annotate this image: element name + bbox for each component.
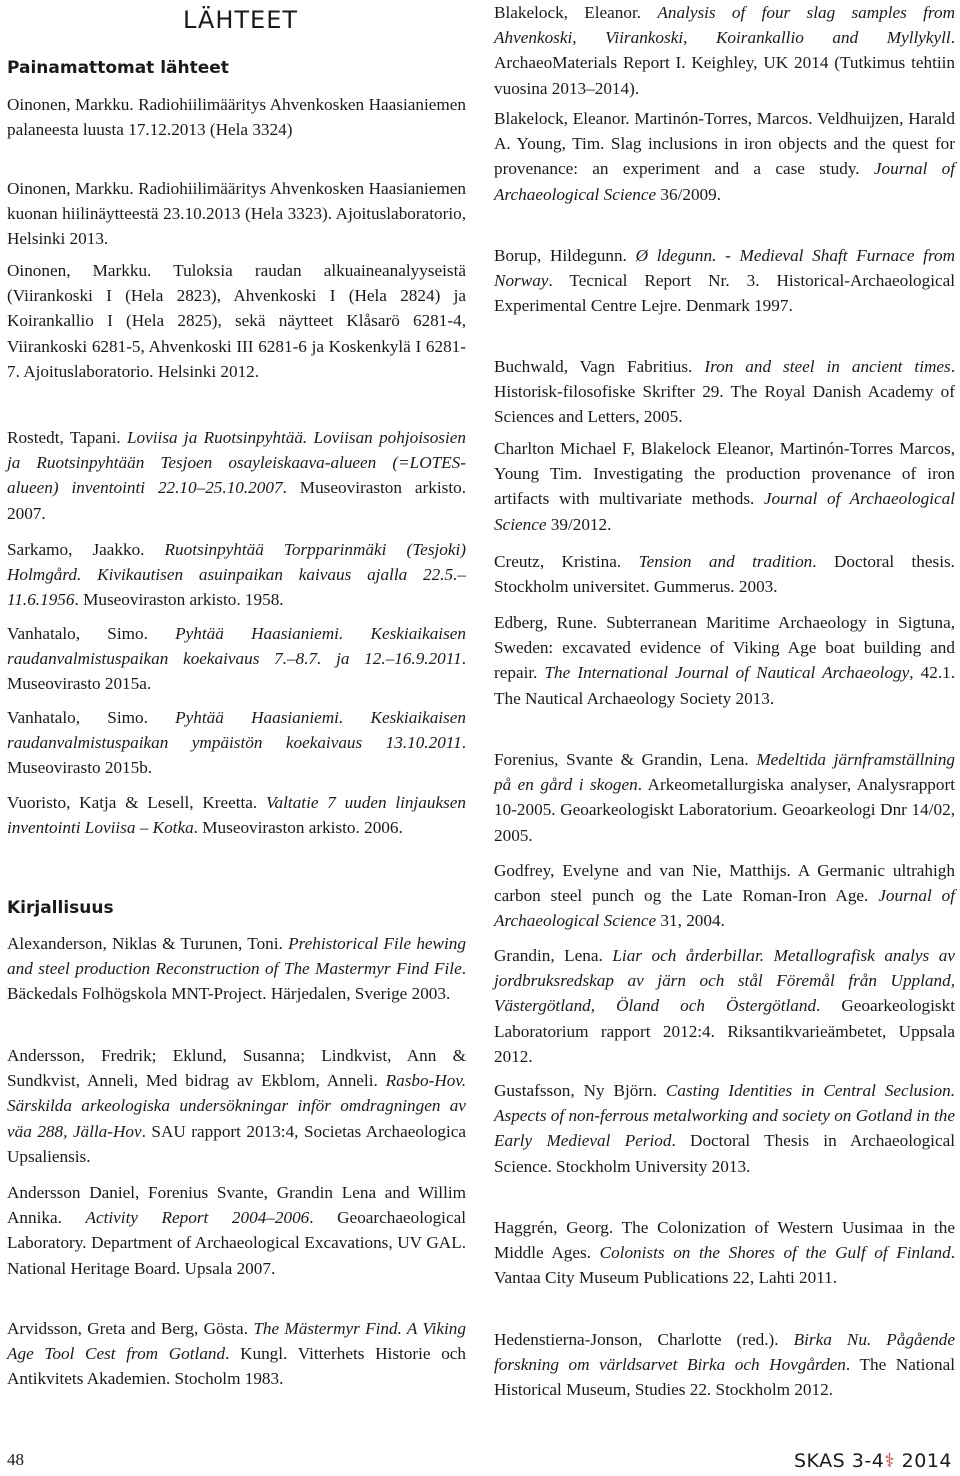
reference-title: Journal of Archaeological Science (494, 489, 955, 534)
reference-publication: . ArchaeoMaterials Report I. Keighley, UK 2014 (Tutkimus tehtiin vuosina 2013–2014). (494, 28, 955, 98)
reference-publication: . Museoviraston arkisto. 2006. (193, 818, 403, 838)
reference-author: Gustafsson, Ny Björn. (494, 1081, 666, 1100)
reference-title: Liar och årderbillar. Metallografisk analys av jordbruksredskap av järn och stål Föremål från Uppland, Västergötland, Öland och Östergötland (494, 946, 956, 1016)
reference-title: The Mästermyr Find. A Viking Age Tool Cest from Gotland (7, 1319, 466, 1364)
reference-author: Andersson Daniel, Forenius Svante, Grandin Lena and Willim Annika. (7, 1183, 466, 1228)
reference-author: Forenius, Svante & Grandin, Lena. (494, 750, 757, 769)
reference-entry (7, 258, 466, 384)
reference-entry (494, 354, 955, 430)
reference-entry (7, 790, 466, 840)
reference-entry (494, 549, 955, 599)
reference-publication: . Tecnical Report Nr. 3. Historical-Archaeological Experimental Centre Lejre. Denmark 1997. (494, 271, 955, 316)
reference-publication: . Museoviraston arkisto. 1958. (74, 590, 284, 610)
reference-author: Godfrey, Evelyne and van Nie, Matthijs. A Germanic ultrahigh carbon steel punch og the Late Roman-Iron Age. (494, 861, 955, 906)
reference-entry (494, 243, 955, 319)
reference-author: Blakelock, Eleanor. (494, 3, 658, 22)
reference-entry (7, 1043, 466, 1169)
journal-name: SKAS 3-4 (793, 1450, 885, 1472)
reference-title: Pyhtää Haasianiemi. Keskiaikaisen raudanvalmistuspaikan koekaivaus 7.–8.7. ja 12.–16.9.2011 (7, 624, 466, 669)
reference-publication: . SAU rapport 2013:4, Societas Archaeologica Upsaliensis. (7, 1121, 467, 1166)
reference-title: Ruotsinpyhtää Torpparinmäki (Tesjoki) Holmgård. Kivikautisen asuinpaikan kaivaus ajalla 22.5.–11.6.1956 (7, 540, 466, 610)
reference-entry (494, 436, 955, 537)
reference-title: Iron and steel in ancient times (704, 357, 951, 376)
reference-entry (7, 176, 466, 252)
reference-title: Tension and tradition (638, 552, 813, 571)
reference-author: Buchwald, Vagn Fabritius. (494, 357, 705, 376)
reference-title: Birka Nu. Pågående forskning om världsarvet Birka och Hovgården (494, 1330, 956, 1375)
page-title: LÄHTEET (183, 6, 299, 34)
reference-title: Analysis of four slag samples from Ahvenkoski, Viirankoski, Koirankallio and Myllykyll (494, 3, 955, 48)
reference-author: Grandin, Lena. (494, 946, 613, 965)
reference-entry (494, 1078, 955, 1179)
reference-title: The International Journal of Nautical Archaeology (544, 663, 910, 683)
reference-publication: 31, 2004. (656, 911, 725, 931)
reference-publication: . Vantaa City Museum Publications 22, Lahti 2011. (494, 1243, 956, 1288)
reference-author: Alexanderson, Niklas & Turunen, Toni. (7, 934, 289, 953)
reference-publication: , 42.1. The Nautical Archaeology Society 2013. (494, 663, 956, 708)
journal-footer (794, 1450, 952, 1472)
reference-author: Haggrén, Georg. The Colonization of Western Uusimaa in the Middle Ages. (494, 1218, 955, 1263)
reference-entry (7, 1316, 466, 1392)
reference-title: Journal of Archaeological Science (494, 159, 955, 204)
reference-publication: . Doctoral Thesis in Archaeological Science. Stockholm University 2013. (494, 1131, 955, 1176)
reference-publication: . Museoviraston arkisto. 2007. (7, 478, 466, 523)
journal-logo-icon: ⚕ (884, 1450, 896, 1472)
reference-entry (494, 858, 955, 934)
reference-author: Borup, Hildegunn. (494, 246, 636, 265)
reference-entry (494, 0, 955, 101)
reference-author: Andersson, Fredrik; Eklund, Susanna; Lindkvist, Ann & Sundkvist, Anneli, Med bidrag av Ekblom, Anneli. (7, 1046, 466, 1091)
reference-entry (7, 425, 466, 526)
reference-title: Activity Report 2004–2006 (85, 1208, 310, 1228)
reference-entry (7, 931, 466, 1007)
reference-entry (7, 621, 466, 697)
reference-author: Blakelock, Eleanor. Martinón-Torres, Marcos. Veldhuijzen, Harald A. Young, Tim. Slag inclusions in iron objects and the quest for provenance: an experiment and a case study. (494, 109, 955, 179)
reference-title: Colonists on the Shores of the Gulf of Finland (599, 1243, 951, 1263)
reference-title: Rasbo-Hov. Särskilda arkeologiska undersökningar inför omdragningen av väa 288, Jälla-Hov (7, 1071, 466, 1141)
reference-author: Vuoristo, Katja & Lesell, Kreetta. (7, 793, 266, 812)
reference-entry (494, 106, 955, 207)
section-heading-literature: Kirjallisuus (7, 898, 114, 918)
reference-title: Pyhtää Haasianiemi. Keskiaikaisen raudanvalmistuspaikan ympäistön koekaivaus 13.10.2011 (7, 708, 466, 753)
reference-publication: . Doctoral thesis. Stockholm universitet. Gummerus. 2003. (494, 552, 955, 597)
reference-entry (494, 1215, 955, 1291)
reference-entry (494, 1327, 955, 1403)
reference-publication: . Bäckedals Folhögskola MNT-Project. Härjedalen, Sverige 2003. (7, 959, 466, 1004)
reference-publication: . Kungl. Vitterhets Historie och Antikvitets Akademien. Stocholm 1983. (7, 1344, 467, 1389)
reference-publication: . Arkeometallurgiska analyser, Analysrapport 10-2005. Geoarkeologiskt Laboratorium. Geoarkeologi Dnr 14/02, 2005. (494, 775, 955, 845)
reference-author: Oinonen, Markku. Radiohiilimääritys Ahvenkosken Haasianiemen kuonan hiilinäytteestä 23.10.2013 (Hela 3323). Ajoituslaboratorio, Helsinki 2013. (7, 179, 466, 249)
reference-title: Loviisa ja Ruotsinpyhtää. Loviisan pohjoisosien ja Ruotsinpyhtään Tesjoen osayleiskaava-alueen (=LOTES-alueen) inventointi 22.10–25.10.2007 (7, 428, 466, 498)
reference-publication: . Museovirasto 2015a. (7, 649, 466, 694)
reference-author: Charlton Michael F, Blakelock Eleanor, Martinón-Torres Marcos, Young Tim. Investigating the production provenance of iron artifacts with multivariate methods. (494, 439, 955, 509)
reference-publication: . Museovirasto 2015b. (7, 733, 466, 778)
section-heading-unprinted: Painamattomat lähteet (7, 58, 229, 78)
reference-title: Medeltida järnframställning på en gård i skogen (494, 750, 956, 795)
reference-author: Oinonen, Markku. Radiohiilimääritys Ahvenkosken Haasianiemen palaneesta luusta 17.12.2013 (Hela 3324) (7, 95, 466, 140)
reference-author: Edberg, Rune. Subterranean Maritime Archaeology in Sigtuna, Sweden: excavated evidence of Viking Age boat building and repair. (494, 613, 955, 683)
reference-title: Ø ldegunn. - Medieval Shaft Furnace from Norway (494, 246, 955, 291)
page-number: 48 (7, 1450, 24, 1469)
reference-entry (494, 610, 955, 711)
reference-entry (494, 943, 955, 1069)
reference-title: Journal of Archaeological Science (494, 886, 955, 931)
reference-author: Vanhatalo, Simo. (7, 708, 176, 727)
reference-title: Valtatie 7 uuden linjauksen inventointi Loviisa – Kotka (7, 793, 466, 838)
reference-publication: . Historisk-filosofiske Skrifter 29. The Royal Danish Academy of Sciences and Letters, 2005. (494, 357, 955, 427)
reference-author: Hedenstierna-Jonson, Charlotte (red.). (494, 1330, 794, 1349)
reference-entry (494, 747, 955, 848)
reference-publication: . Geoarchaeological Laboratory. Department of Archaeological Excavations, UV GAL. National Heritage Board. Upsala 2007. (7, 1208, 466, 1278)
journal-year: 2014 (901, 1450, 952, 1472)
reference-author: Rostedt, Tapani. (7, 428, 127, 447)
reference-title: Prehistorical File hewing and steel production Reconstruction of The Mastermyr Find File (7, 934, 466, 979)
reference-entry (7, 1180, 466, 1281)
reference-author: Vanhatalo, Simo. (7, 624, 176, 643)
reference-entry (7, 705, 466, 781)
reference-entry (7, 537, 466, 613)
reference-author: Creutz, Kristina. (494, 552, 639, 571)
reference-publication: 36/2009. (656, 184, 722, 204)
reference-author: Sarkamo, Jaakko. (7, 540, 165, 559)
reference-publication: . Geoarkeologiskt Laboratorium rapport 2012:4. Riksantikvarieämbetet, Uppsala 2012. (494, 996, 955, 1066)
reference-entry (7, 92, 466, 142)
reference-publication: . The National Historical Museum, Studies 22. Stockholm 2012. (494, 1355, 955, 1400)
reference-author: Arvidsson, Greta and Berg, Gösta. (7, 1319, 254, 1338)
reference-title: Casting Identities in Central Seclusion. Aspects of non-ferrous metalworking and society on Gotland in the Early Medieval Period (494, 1081, 956, 1151)
reference-publication: 39/2012. (546, 514, 612, 534)
reference-author: Oinonen, Markku. Tuloksia raudan alkuaineanalyyseistä (Viirankoski I (Hela 2823), Ahvenkoski I (Hela 2824) ja Koirankallio I (Hela 2825), sekä näytteet Klåsarö 6281-4, Viirankoski 6281-5, Ahvenkoski III 6281-6 ja Koskenkylä I 6281-7. Ajoituslaboratorio. Helsinki 2012. (7, 261, 466, 381)
